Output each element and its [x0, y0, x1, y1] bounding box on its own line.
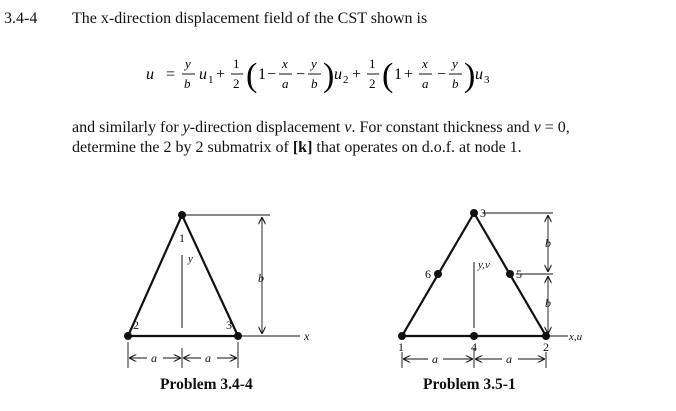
b-upper-label: b: [545, 236, 551, 250]
problem-number: 3.4-4: [4, 10, 38, 27]
node-label-1: 1: [179, 231, 185, 245]
b-label: b: [258, 271, 264, 285]
eq-half-den-1: 2: [233, 76, 240, 91]
a-label-right: a: [205, 351, 211, 365]
node-marker: [470, 209, 478, 217]
a-label-right: a: [506, 352, 512, 366]
node-label-6: 6: [425, 267, 431, 281]
eq-lhs: u: [146, 66, 154, 83]
eq-t3-f1-num: x: [422, 56, 428, 71]
text-italic: ν: [533, 119, 541, 136]
displacement-equation: [0, 46, 676, 100]
eq-plus-2: +: [352, 66, 362, 83]
eq-t3-sub: 3: [484, 74, 490, 86]
figure-problem-3-5-1: [388, 200, 676, 405]
node-marker: [178, 211, 186, 219]
eq-t3-f2-num: y: [452, 56, 458, 71]
paren-close: ): [323, 57, 335, 94]
node-label-2: 2: [133, 318, 139, 332]
node-label-1: 1: [398, 340, 404, 354]
eq-t3-minus: −: [437, 66, 447, 83]
node-marker: [398, 332, 406, 340]
text: -direction displacement: [189, 119, 345, 136]
eq-t2-f1-den: a: [282, 76, 289, 91]
figure-caption: Problem 3.5-1: [423, 376, 516, 393]
text: determine the 2 by 2 submatrix of: [72, 139, 293, 156]
eq-t3-one: 1: [394, 66, 402, 83]
eq-t2-f1-num: x: [282, 56, 288, 71]
text: and similarly for: [72, 119, 183, 136]
figure-caption: Problem 3.4-4: [160, 376, 253, 393]
eq-t2-one: 1: [258, 66, 266, 83]
eq-half-num-1: 1: [233, 56, 240, 71]
eq-t2-minus-1: −: [267, 66, 277, 83]
problem-statement: The x-direction displacement field of the CST shown is: [72, 10, 428, 27]
eq-t2-minus-2: −: [296, 66, 306, 83]
figure-problem-3-4-4: [100, 200, 330, 405]
a-label-left: a: [432, 352, 438, 366]
y-axis-label: y: [188, 253, 193, 265]
yv-axis-label: y,v: [478, 259, 490, 271]
xu-axis-label: x,u: [569, 331, 583, 343]
eq-t1-var: u: [199, 66, 207, 83]
eq-half-den-2: 2: [369, 76, 376, 91]
eq-plus-1: +: [216, 66, 226, 83]
eq-half-num-2: 1: [369, 56, 376, 71]
eq-t1-den: b: [184, 76, 191, 91]
node-label-2: 2: [543, 340, 549, 354]
eq-t2-sub: 2: [343, 74, 349, 86]
text: that operates on d.o.f. at node 1.: [312, 139, 522, 156]
eq-t3-f2-den: b: [452, 76, 459, 91]
node-label-4: 4: [471, 340, 477, 354]
eq-t3-var: u: [475, 66, 483, 83]
node-marker: [506, 270, 514, 278]
text: . For constant thickness and: [351, 119, 534, 136]
paragraph-line-1: [72, 118, 570, 138]
x-axis-label: x: [304, 329, 310, 343]
paren-open: (: [382, 57, 394, 94]
text-italic: y: [182, 119, 190, 136]
node-label-3: 3: [226, 318, 232, 332]
text-italic: v: [344, 119, 352, 136]
text: = 0,: [540, 119, 570, 136]
node-marker: [234, 332, 242, 340]
paren-close: ): [464, 57, 476, 94]
eq-t1-num: y: [185, 56, 191, 71]
node-label-3: 3: [480, 206, 486, 220]
eq-equals: =: [166, 66, 176, 83]
node-marker: [124, 332, 132, 340]
paren-open: (: [246, 57, 258, 94]
eq-t3-plus: +: [404, 66, 414, 83]
eq-t2-f2-num: y: [311, 56, 317, 71]
paragraph-line-2: [72, 138, 570, 158]
node-label-5: 5: [516, 267, 522, 281]
eq-t2-f2-den: b: [311, 76, 318, 91]
node-marker: [434, 270, 442, 278]
eq-t3-f1-den: a: [422, 76, 429, 91]
a-label-left: a: [151, 351, 157, 365]
node-marker: [470, 332, 478, 340]
eq-t2-var: u: [334, 66, 342, 83]
b-lower-label: b: [545, 296, 551, 310]
problem-paragraph: [72, 118, 570, 158]
eq-t1-sub: 1: [208, 74, 214, 86]
node-marker: [542, 332, 550, 340]
text-bold: [k]: [292, 139, 313, 156]
